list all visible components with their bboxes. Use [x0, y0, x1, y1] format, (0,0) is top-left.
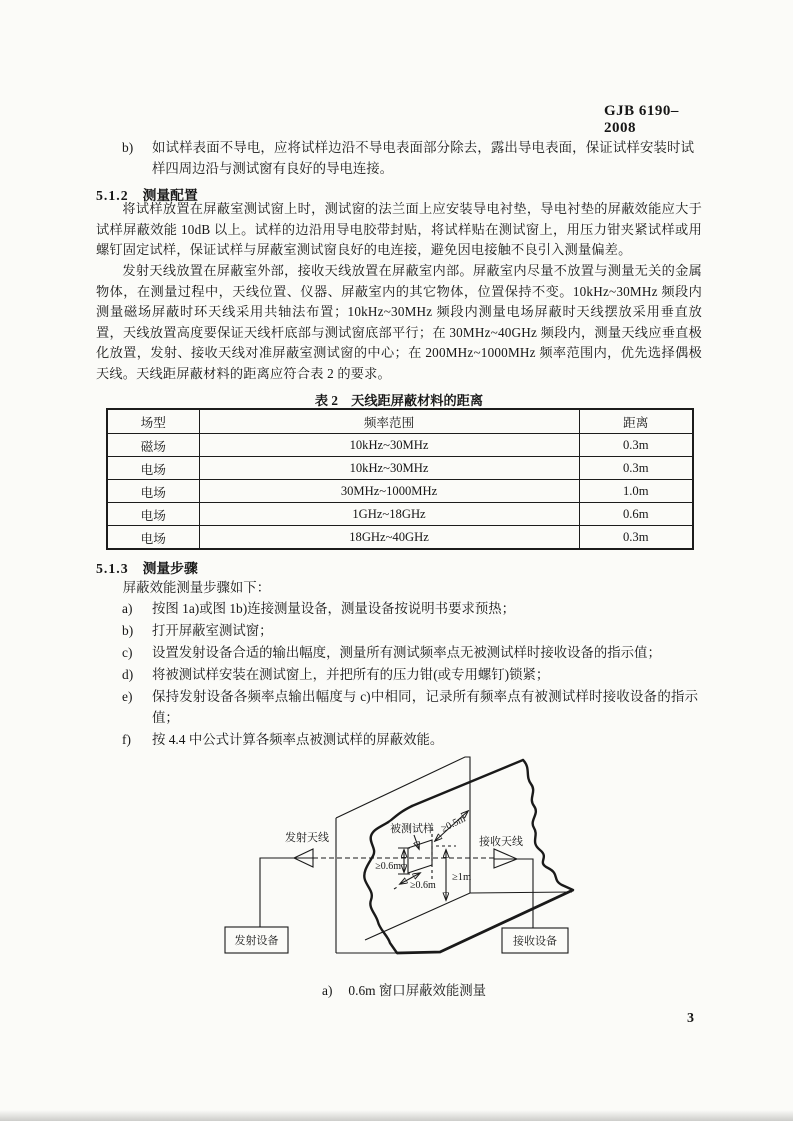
section-number: 5.1.2 — [96, 188, 129, 203]
list-item-text: 设置发射设备合适的输出幅度，测量所有测试频率点无被测试样时接收设备的指示值； — [152, 645, 661, 660]
figure-caption-text: 0.6m 窗口屏蔽效能测量 — [348, 983, 487, 998]
list-item-marker: d) — [122, 667, 134, 682]
table-cell: 磁场 — [107, 434, 199, 457]
table-cell: 10kHz~30MHz — [199, 457, 579, 480]
table-header-row — [107, 409, 693, 434]
dimension-06-bottom — [394, 873, 436, 891]
table-header-cell: 频率范围 — [199, 409, 579, 434]
sample-window — [408, 840, 432, 873]
dimension-1m-height — [436, 846, 471, 900]
table-cell: 1.0m — [579, 480, 693, 503]
steps-intro: 屏蔽效能测量步骤如下： — [122, 580, 271, 595]
list-item — [122, 642, 698, 663]
receive-equipment-label: 接收设备 — [513, 935, 557, 948]
section-heading-513 — [96, 557, 198, 577]
table-cell: 0.6m — [579, 503, 693, 526]
receive-horn-antenna — [494, 849, 517, 868]
table-caption: 表 2 天线距屏蔽材料的距离 — [314, 393, 484, 408]
list-item — [122, 598, 698, 619]
list-item — [122, 620, 698, 641]
list-item — [122, 664, 698, 685]
table-cell: 18GHz~40GHz — [199, 526, 579, 550]
list-item-text: 保持发射设备各频率点输出幅度与 c)中相同，记录所有频率点有被测试样时接收设备的指示值； — [152, 689, 698, 725]
transmit-feed-line — [260, 858, 294, 927]
receive-feed-line — [517, 859, 533, 928]
list-item-marker: f) — [122, 732, 131, 747]
standard-number-header: GJB 6190–2008 — [604, 103, 679, 136]
list-item-marker: b) — [122, 623, 134, 638]
transmit-antenna-label: 发射天线 — [285, 832, 329, 844]
table-row — [107, 503, 693, 526]
sample-pointer-arrow — [414, 835, 419, 849]
receive-antenna-label: 接收天线 — [479, 836, 523, 848]
list-item-text: 将被测试样安装在测试窗上，并把所有的压力钳(或专用螺钉)锁紧； — [152, 667, 550, 682]
list-item-text: 如试样表面不导电，应将试样边沿不导电表面部分除去，露出导电表面，保证试样安装时试样四周边沿与测试窗有良好的导电连接。 — [152, 140, 694, 176]
shield-room-outline — [336, 757, 572, 953]
figure-caption — [322, 980, 486, 999]
list-item — [122, 686, 698, 728]
list-item-marker: c) — [122, 645, 133, 660]
list-item-b — [122, 137, 694, 179]
table-header-cell: 距离 — [579, 409, 693, 434]
table-row — [107, 526, 693, 550]
table-header-cell: 场型 — [107, 409, 199, 434]
table-cell: 0.3m — [579, 526, 693, 550]
paragraph-512-2: 发射天线放置在屏蔽室外部，接收天线放置在屏蔽室内部。屏蔽室内尽量不放置与测量无关的金属物体，在测量过程中，天线位置、仪器、屏蔽室内的其它物体，位置保持不变。10kHz~30MHz 频段内测量磁场屏蔽时环天线采用共轴法布置；10kHz~30MHz 频段内测量电场屏蔽时天线摆放采用垂直放置，天线放置高度要保证天线杆底部与测试窗底部平行；在 30MHz~40GHz 频段内，测量天线应垂直极化放置，发射、接收天线对准屏蔽室测试窗的中心；在 200MHz~1000MHz 频率范围内，优先选择偶极天线。天线距屏蔽材料的距离应符合表 2 的要求。 — [96, 263, 702, 381]
table-cell: 10kHz~30MHz — [199, 434, 579, 457]
list-item-marker: b) — [122, 140, 134, 155]
section-number: 5.1.3 — [96, 561, 129, 576]
table-cell: 30MHz~1000MHz — [199, 480, 579, 503]
svg-text:≥0.6m: ≥0.6m — [410, 880, 436, 891]
list-item-marker: e) — [122, 689, 133, 704]
table-cell: 0.3m — [579, 434, 693, 457]
table-cell: 0.3m — [579, 457, 693, 480]
section-title: 测量步骤 — [142, 561, 198, 576]
dimension-05-depth — [435, 811, 468, 841]
table-cell: 1GHz~18GHz — [199, 503, 579, 526]
steps-list — [122, 598, 698, 751]
table-row — [107, 480, 693, 503]
table-cell: 电场 — [107, 457, 199, 480]
svg-text:≥0.5m: ≥0.5m — [439, 813, 468, 835]
section-title: 测量配置 — [142, 188, 198, 203]
svg-text:≥0.6m: ≥0.6m — [375, 861, 401, 872]
list-item — [122, 729, 698, 750]
table-cell: 电场 — [107, 480, 199, 503]
transmit-equipment-label: 发射设备 — [234, 935, 279, 947]
paragraph-512-1: 将试样放置在屏蔽室测试窗上时，测试窗的法兰面上应安装导电衬垫，导电衬垫的屏蔽效能应大于试样屏蔽效能 10dB 以上。试样的边沿用导电胶带封贴，将试样贴在测试窗上，用压力钳夹紧试样或用螺钉固定试样，保证试样与屏蔽室测试窗良好的电连接，避免因电接触不良引入测量偏差。 — [96, 201, 702, 257]
transmit-horn-antenna — [294, 849, 313, 867]
sample-label: 被测试样 — [390, 823, 434, 835]
table-cell: 电场 — [107, 503, 199, 526]
table-antenna-distance — [106, 408, 694, 550]
figure-caption-marker: a) — [322, 983, 333, 998]
shielding-measurement-diagram — [180, 748, 610, 980]
list-item-text: 按图 1a)或图 1b)连接测量设备，测量设备按说明书要求预热； — [152, 601, 516, 616]
page-number: 3 — [687, 1011, 694, 1026]
list-item-marker: a) — [122, 601, 133, 616]
table-row — [107, 434, 693, 457]
dimension-06-left — [375, 848, 410, 874]
table-row — [107, 457, 693, 480]
table-cell: 电场 — [107, 526, 199, 550]
list-item-text: 打开屏蔽室测试窗； — [152, 623, 273, 638]
list-item-text: 按 4.4 中公式计算各频率点被测试样的屏蔽效能。 — [152, 732, 444, 747]
torn-wall-edge — [364, 760, 573, 953]
svg-text:≥1m: ≥1m — [452, 872, 472, 883]
scan-edge-artifact — [0, 1110, 793, 1121]
